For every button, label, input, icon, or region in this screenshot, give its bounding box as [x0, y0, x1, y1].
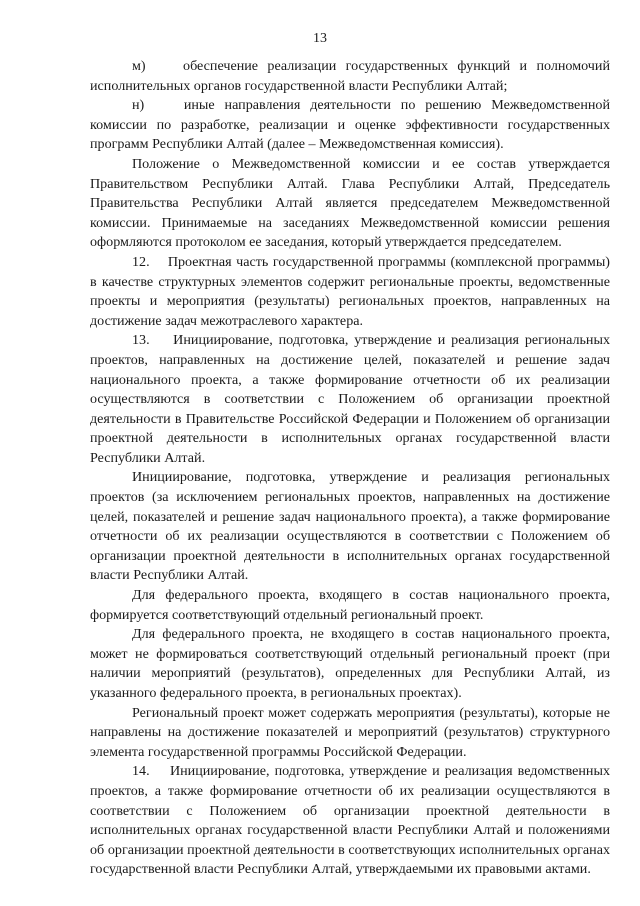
- paragraph-m: м) обеспечение реализации государственных функций и полномочий исполнительных органов государственной власти Республики Алтай;: [90, 58, 610, 94]
- paragraph-regional-projects: Инициирование, подготовка, утверждение и реализация региональных проектов (за исключением региональных проектов, направленных на достижение целей, показателей и решение задач национального проекта), а также формирование отчетности об их реализации осуществляются в соответствии с Положением об организации проектной деятельности в исполнительных органах государственной власти Республики Алтай.: [90, 469, 610, 584]
- paragraph-n: н) иные направления деятельности по решению Межведомственной комиссии по разработке, реализации и оценке эффективности государственных программ Республики Алтай (далее – Межведомственная комиссия).: [90, 97, 610, 153]
- document-body: [90, 57, 610, 880]
- paragraph-commission-regulation: Положение о Межведомственной комиссии и ее состав утверждается Правительством Республики Алтай. Глава Республики Алтай, Председатель Правительства Республики Алтай является председателем Межведомственной комиссии. Принимаемые на заседаниях Межведомственной комиссии решения оформляются протоколом ее заседания, который утверждается председателем.: [90, 155, 610, 251]
- paragraph-federal-project-not-in-national: Для федерального проекта, не входящего в состав национального проекта, может не формироваться соответствующий отдельный региональный проект (при наличии мероприятий (результатов), определенных для Республики Алтай, из указанного федерального проекта, в региональных проектах).: [90, 626, 610, 701]
- paragraph-regional-project-measures: Региональный проект может содержать мероприятия (результаты), которые не направлены на достижение показателей и мероприятий (результатов) структурного элемента государственной программы Российской Федерации.: [90, 704, 610, 760]
- paragraph-14: 14. Инициирование, подготовка, утверждение и реализация ведомственных проектов, а также формирование отчетности об их реализации осуществляются в соответствии с Положением об организации проектной деятельности в исполнительных органах государственной власти Республики Алтай и положениями об организации проектной деятельности в соответствующих исполнительных органах государственной власти Республики Алтай, утверждаемыми их правовыми актами.: [90, 763, 610, 878]
- paragraph-13: 13. Инициирование, подготовка, утверждение и реализация региональных проектов, направленных на достижение целей, показателей и решение задач национального проекта, а также формирование отчетности об их реализации осуществляются в соответствии с Положением об организации проектной деятельности в Правительстве Российской Федерации и Положением об организации проектной деятельности в исполнительных органах государственной власти Республики Алтай.: [90, 332, 610, 466]
- paragraph-federal-project-in-national: Для федерального проекта, входящего в состав национального проекта, формируется соответствующий отдельный региональный проект.: [90, 587, 610, 623]
- paragraph-12: 12. Проектная часть государственной программы (комплексной программы) в качестве структурных элементов содержит региональные проекты, ведомственные проекты и мероприятия (результаты) региональных проектов, направленных на достижение задач межотраслевого характера.: [90, 253, 610, 329]
- page-number: 13: [313, 31, 327, 46]
